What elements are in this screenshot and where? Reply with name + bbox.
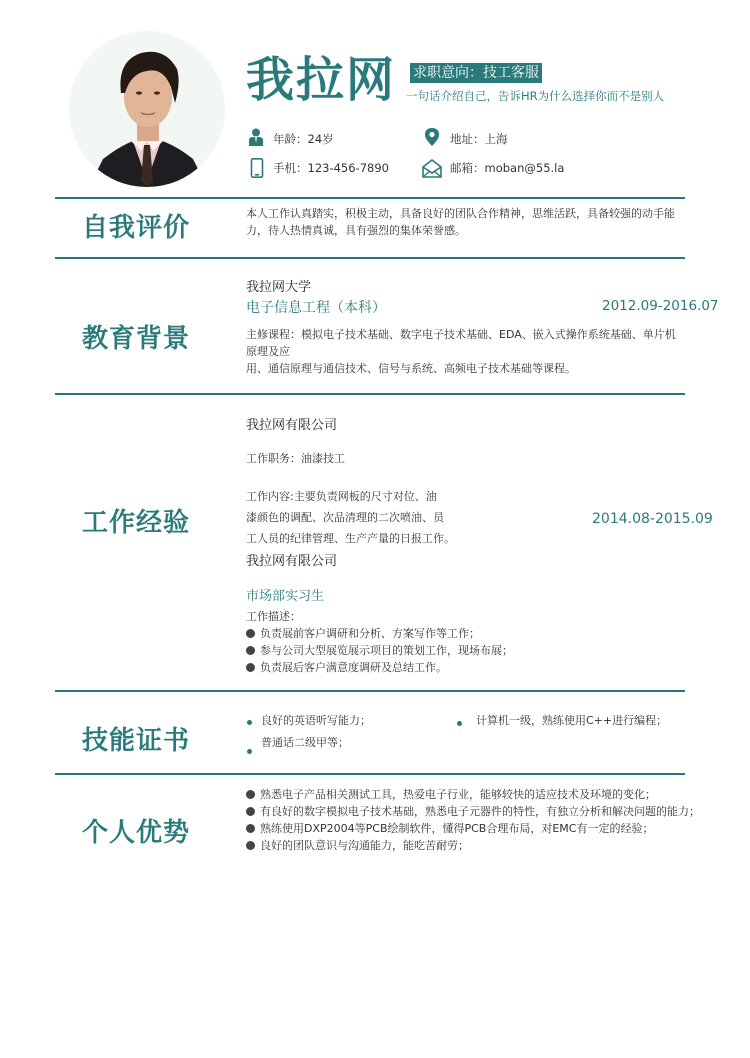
courses-text: 主修课程：模拟电子技术基础、数字电子技术基础、EDA、嵌入式操作系统基础、单片机 原理及应 用、通信原理与通信技术、信号与系统、高频电子技术基础等课程。: [246, 328, 676, 375]
job-role: 市场部实习生: [246, 589, 325, 604]
company-name: 我拉网有限公司: [246, 418, 338, 433]
bullet-icon: [247, 720, 252, 725]
job-desc-list: [246, 625, 513, 676]
section-title-self-evaluation: 自我评价: [82, 213, 191, 243]
bullet-icon: [457, 721, 462, 726]
applicant-name: 我拉网: [246, 52, 397, 108]
work-period: 2014.08-2015.09: [592, 511, 713, 527]
bullet-icon: [246, 841, 255, 850]
section-divider: [55, 257, 685, 259]
education-period: 2012.09-2016.07: [602, 298, 719, 314]
strengths-list: [246, 786, 726, 854]
list-item: 熟悉电子产品相关测试工具，热爱电子行业，能够较快的适应技术及环境的变化；: [246, 786, 726, 803]
self-evaluation-text: 本人工作认真踏实，积极主动，具备良好的团队合作精神，思维活跃，具备较强的动手能 力，待人热情真诚，具有强烈的集体荣誉感。: [246, 207, 675, 237]
section-divider: [55, 393, 685, 395]
list-item: 熟练使用DXP2004等PCB绘制软件，懂得PCB合理布局，对EMC有一定的经验；: [246, 820, 726, 837]
skill-item: 良好的英语听写能力；: [261, 714, 371, 727]
address-field: 地址：上海: [450, 132, 508, 146]
list-item: 参与公司大型展览展示项目的策划工作，现场布展；: [246, 642, 513, 659]
email-field: 邮箱：moban@55.la: [450, 161, 565, 175]
job-role: 工作职务：油漆技工: [246, 452, 345, 465]
bullet-icon: [246, 790, 255, 799]
job-content: 工作内容:主要负责网板的尺寸对位、油 漆颜色的调配、次品清理的二次喷油、员 工人员的纪律管理、生产产量的日报工作。: [246, 490, 455, 545]
location-pin-icon: [424, 128, 440, 150]
bullet-icon: [247, 749, 252, 754]
list-item: 有良好的数字模拟电子技术基础，熟悉电子元器件的特性，有独立分析和解决问题的能力；: [246, 803, 726, 820]
major: 电子信息工程（本科）: [246, 300, 386, 316]
job-intent-badge: 求职意向：技工客服: [410, 63, 542, 83]
age-field: 年龄：24岁: [273, 132, 334, 146]
profile-photo: [69, 31, 225, 187]
section-divider: [55, 197, 685, 199]
bullet-icon: [246, 807, 255, 816]
person-icon: [248, 128, 264, 150]
bullet-icon: [246, 663, 255, 672]
section-divider: [55, 690, 685, 692]
skill-item: 普通话二级甲等；: [261, 736, 349, 749]
job-desc-label: 工作描述：: [246, 610, 301, 623]
skill-item: 计算机一级，熟练使用C++进行编程；: [476, 714, 668, 727]
envelope-icon: [422, 158, 442, 182]
section-divider: [55, 773, 685, 775]
bullet-icon: [246, 629, 255, 638]
bullet-icon: [246, 824, 255, 833]
list-item: 负责展后客户满意度调研及总结工作。: [246, 659, 513, 676]
list-item: 负责展前客户调研和分析、方案写作等工作；: [246, 625, 513, 642]
section-title-strengths: 个人优势: [82, 818, 191, 848]
company-name: 我拉网有限公司: [246, 554, 338, 569]
section-title-work-experience: 工作经验: [82, 508, 191, 538]
phone-icon: [249, 158, 265, 182]
school-name: 我拉网大学: [246, 280, 312, 295]
list-item: 良好的团队意识与沟通能力，能吃苦耐劳；: [246, 837, 726, 854]
section-title-skills: 技能证书: [82, 726, 191, 756]
slogan: 一句话介绍自己，告诉HR为什么选择你而不是别人: [406, 89, 665, 103]
portrait-avatar-icon: [69, 31, 225, 187]
section-title-education: 教育背景: [82, 324, 191, 354]
bullet-icon: [246, 646, 255, 655]
phone-field: 手机：123-456-7890: [273, 161, 389, 175]
